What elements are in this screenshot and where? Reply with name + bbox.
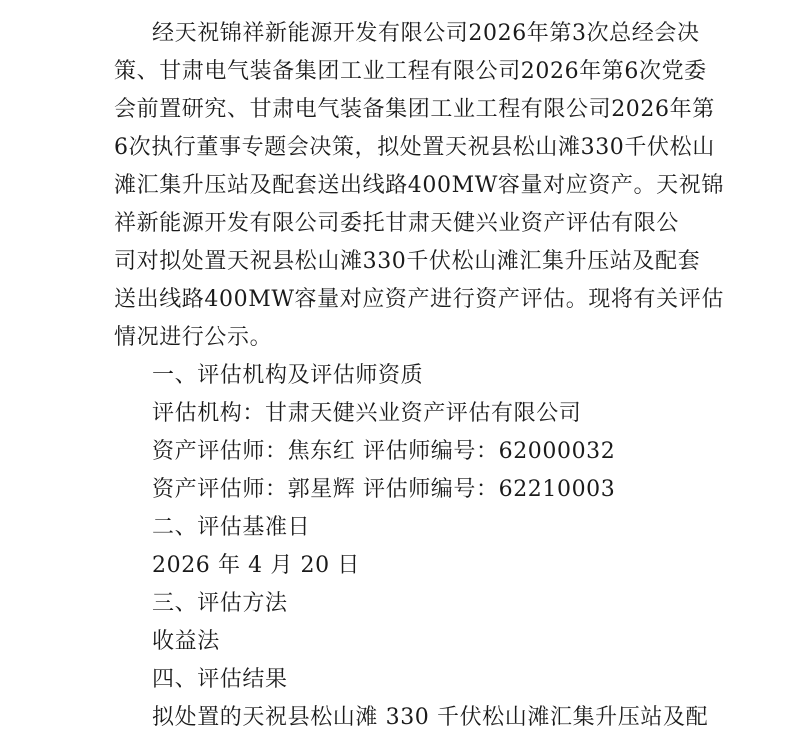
appraiser-record-2: 资产评估师：郭星辉 评估师编号：62210003 — [152, 477, 616, 502]
intro-paragraph-line-3: 会前置研究、甘肃电气装备集团工业工程有限公司2026年第 — [114, 97, 715, 122]
appraiser-record-1: 资产评估师：焦东红 评估师编号：62000032 — [152, 439, 616, 464]
section-heading-method: 三、评估方法 — [152, 591, 288, 616]
intro-paragraph-line-8: 送出线路400MW容量对应资产进行资产评估。现将有关评估 — [114, 287, 724, 312]
appraisal-base-date: 2026 年 4 月 20 日 — [152, 553, 360, 578]
section-heading-appraisal-agency: 一、评估机构及评估师资质 — [152, 363, 424, 388]
intro-paragraph-line-2: 策、甘肃电气装备集团工业工程有限公司2026年第6次党委 — [114, 59, 707, 84]
intro-paragraph-line-1: 经天祝锦祥新能源开发有限公司2026年第3次总经会决 — [152, 21, 700, 46]
appraisal-result-text: 拟处置的天祝县松山滩 330 千伏松山滩汇集升压站及配 — [152, 705, 709, 730]
intro-paragraph-line-6: 祥新能源开发有限公司委托甘肃天健兴业资产评估有限公 — [114, 211, 680, 236]
section-heading-base-date: 二、评估基准日 — [152, 515, 311, 540]
intro-paragraph-line-7: 司对拟处置天祝县松山滩330千伏松山滩汇集升压站及配套 — [114, 249, 701, 274]
intro-paragraph-line-4: 6次执行董事专题会决策，拟处置天祝县松山滩330千伏松山 — [114, 135, 715, 160]
intro-paragraph-line-9: 情况进行公示。 — [114, 325, 273, 350]
intro-paragraph-line-5: 滩汇集升压站及配套送出线路400MW容量对应资产。天祝锦 — [114, 173, 724, 198]
appraisal-method: 收益法 — [152, 629, 220, 654]
appraisal-agency-name: 评估机构：甘肃天健兴业资产评估有限公司 — [152, 401, 582, 426]
section-heading-result: 四、评估结果 — [152, 667, 288, 692]
